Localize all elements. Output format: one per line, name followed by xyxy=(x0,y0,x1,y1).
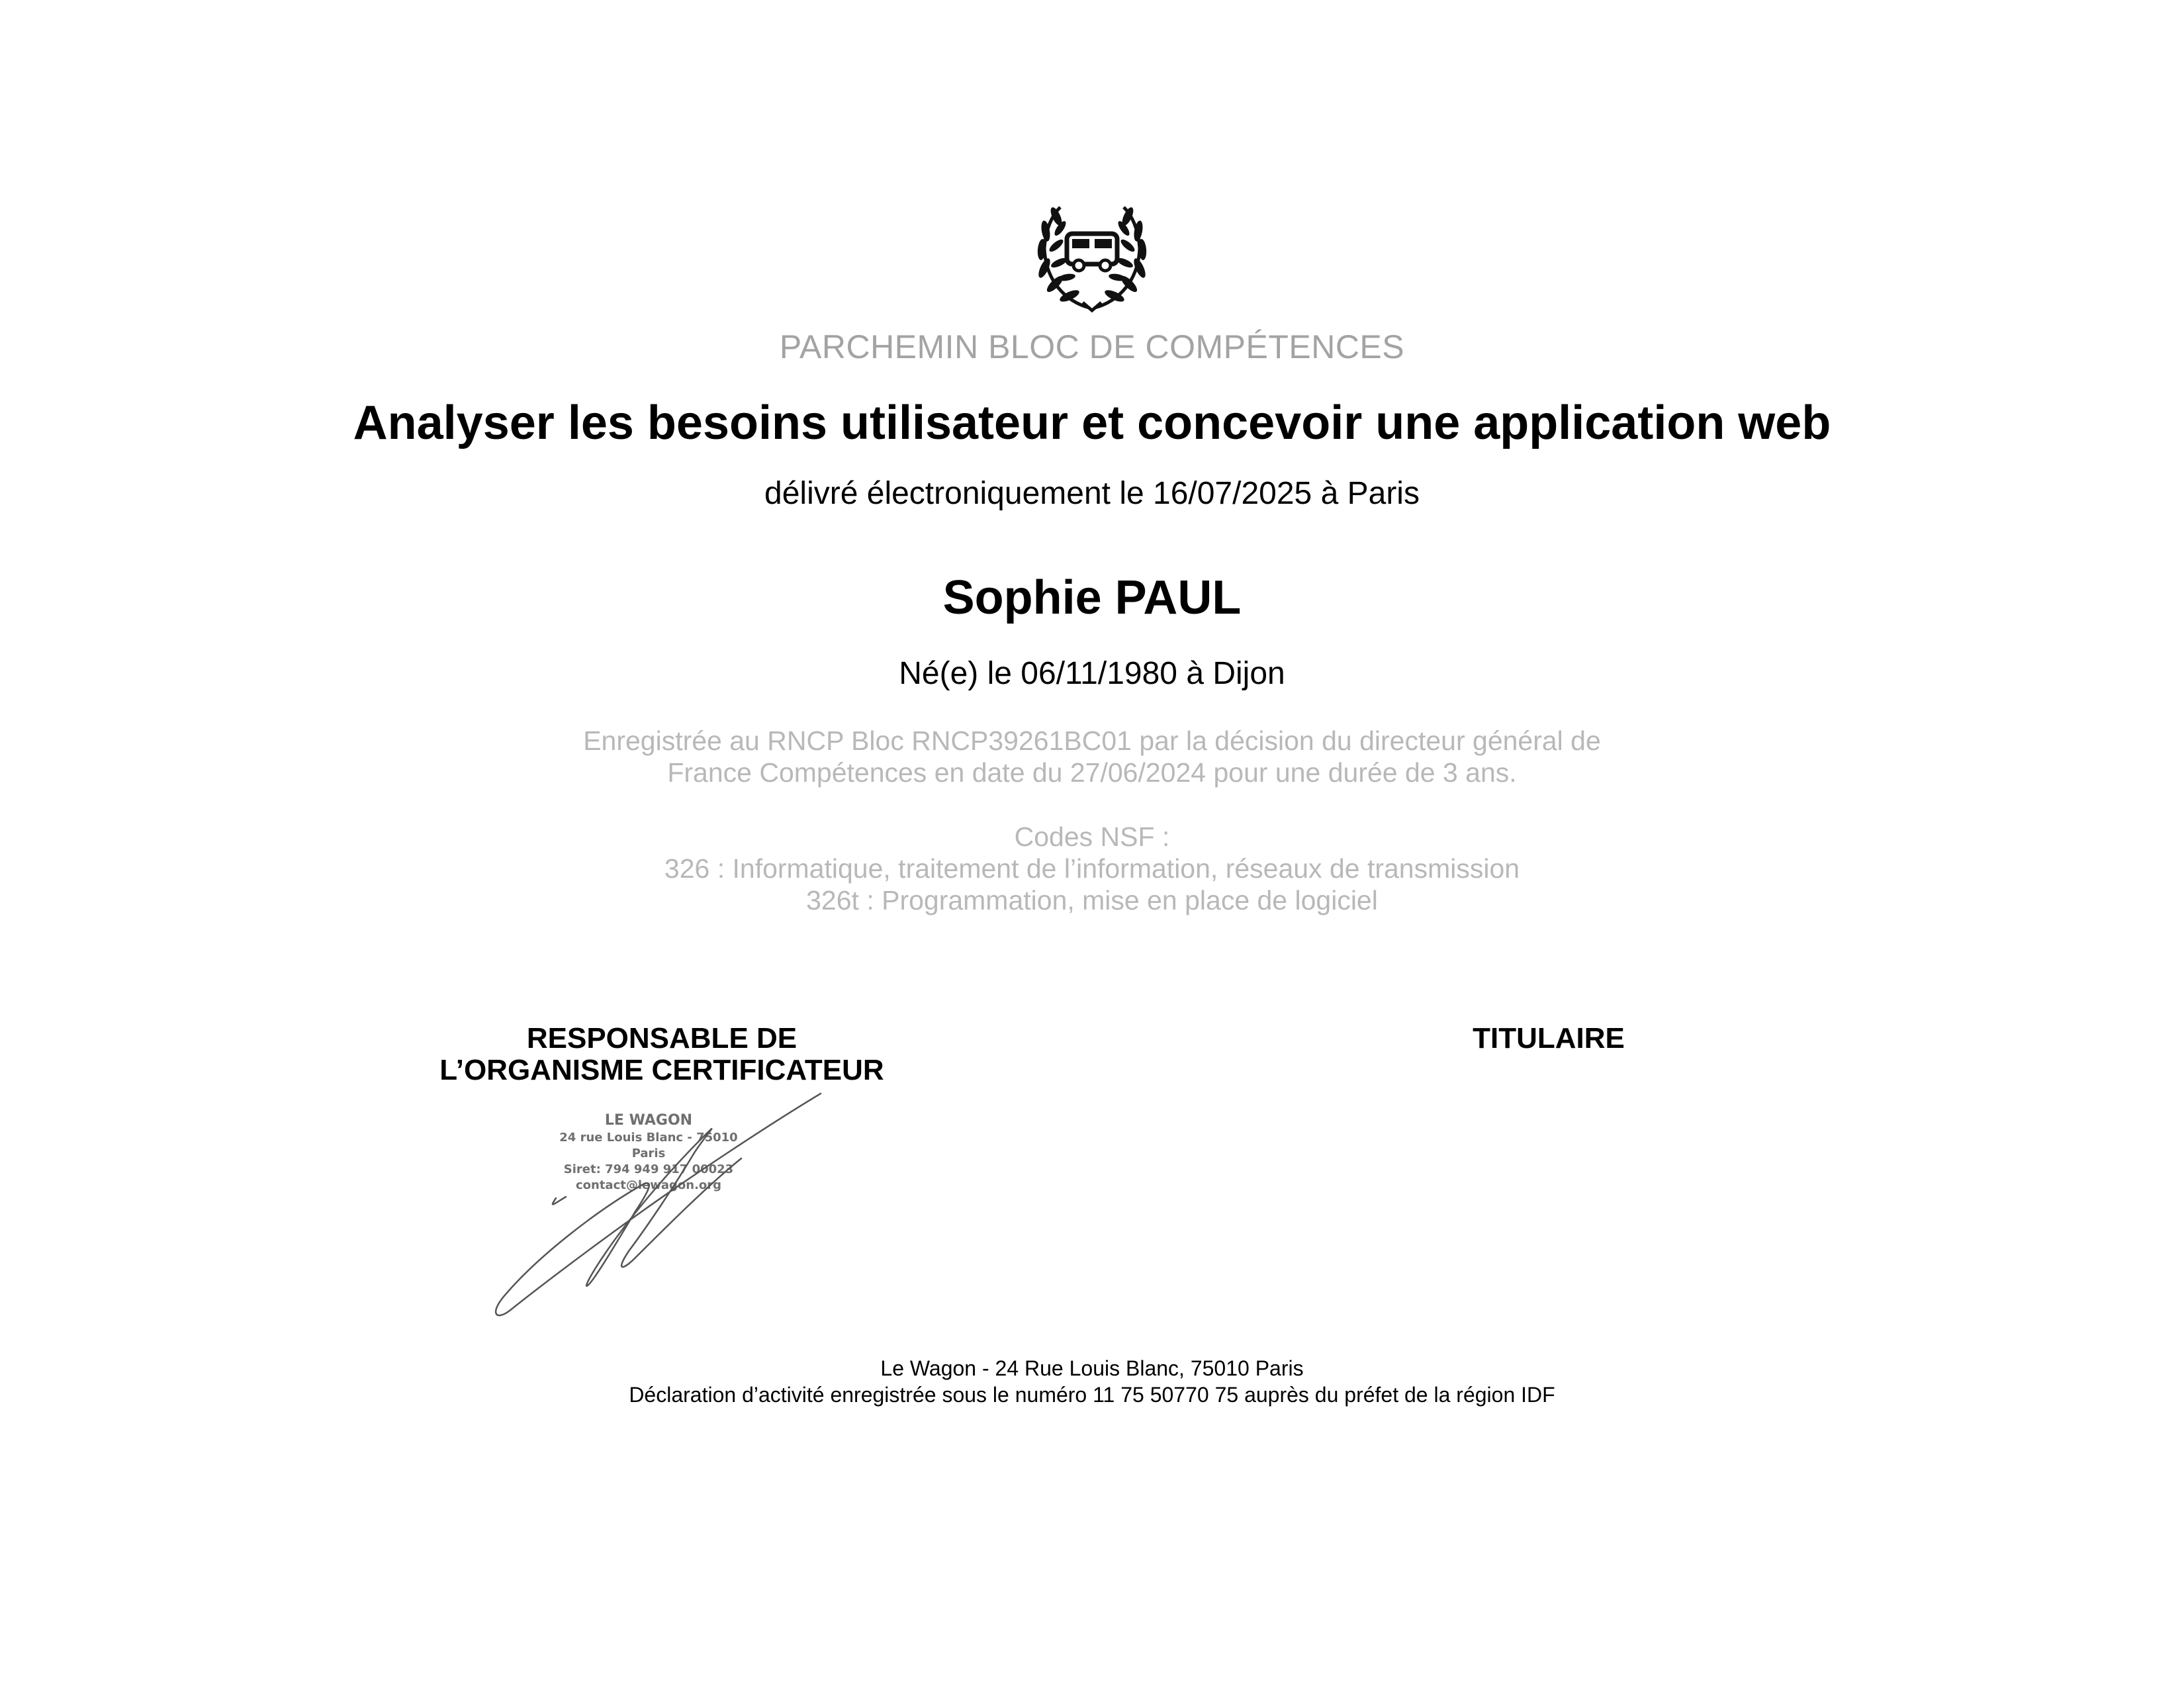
certifier-signature-label xyxy=(397,1023,927,1086)
stamp-email: contact@lewagon.org xyxy=(575,1178,722,1192)
footer xyxy=(0,1355,2184,1408)
stamp-siret: Siret: 794 949 917 00023 xyxy=(563,1162,734,1176)
nsf-heading: Codes NSF : xyxy=(1014,821,1170,852)
certificate-title: Analyser les besoins utilisateur et concevoir une application web xyxy=(353,397,1831,449)
certifier-label-line-2: L’ORGANISME CERTIFICATEUR xyxy=(439,1054,884,1086)
nsf-codes xyxy=(0,821,2184,916)
footer-declaration: Déclaration d’activité enregistrée sous le numéro 11 75 50770 75 auprès du préfet de la région IDF xyxy=(629,1383,1555,1407)
birth-info: Né(e) le 06/11/1980 à Dijon xyxy=(899,656,1285,691)
rncp-line-1: Enregistrée au RNCP Bloc RNCP39261BC01 par la décision du directeur général de xyxy=(583,726,1601,756)
holder-signature-label: TITULAIRE xyxy=(1473,1022,1625,1055)
handwritten-signature xyxy=(490,1086,834,1317)
issue-statement: délivré électroniquement le 16/07/2025 à Paris xyxy=(764,476,1420,511)
footer-address: Le Wagon - 24 Rue Louis Blanc, 75010 Paris xyxy=(880,1356,1304,1380)
stamp-name: LE WAGON xyxy=(604,1112,693,1129)
nsf-code-326: 326 : Informatique, traitement de l’information, réseaux de transmission xyxy=(664,853,1520,884)
stamp-address: 24 rue Louis Blanc - 75010 Paris xyxy=(559,1131,738,1160)
laurel-bus-logo-icon xyxy=(1026,202,1158,314)
rncp-line-2: France Compétences en date du 27/06/2024 pour une durée de 3 ans. xyxy=(667,757,1517,788)
document-type: PARCHEMIN BLOC DE COMPÉTENCES xyxy=(779,328,1405,365)
rncp-registration xyxy=(0,725,2184,788)
certifier-label-line-1: RESPONSABLE DE xyxy=(526,1022,797,1055)
nsf-code-326t: 326t : Programmation, mise en place de logiciel xyxy=(806,885,1378,915)
holder-name: Sophie PAUL xyxy=(942,571,1242,624)
